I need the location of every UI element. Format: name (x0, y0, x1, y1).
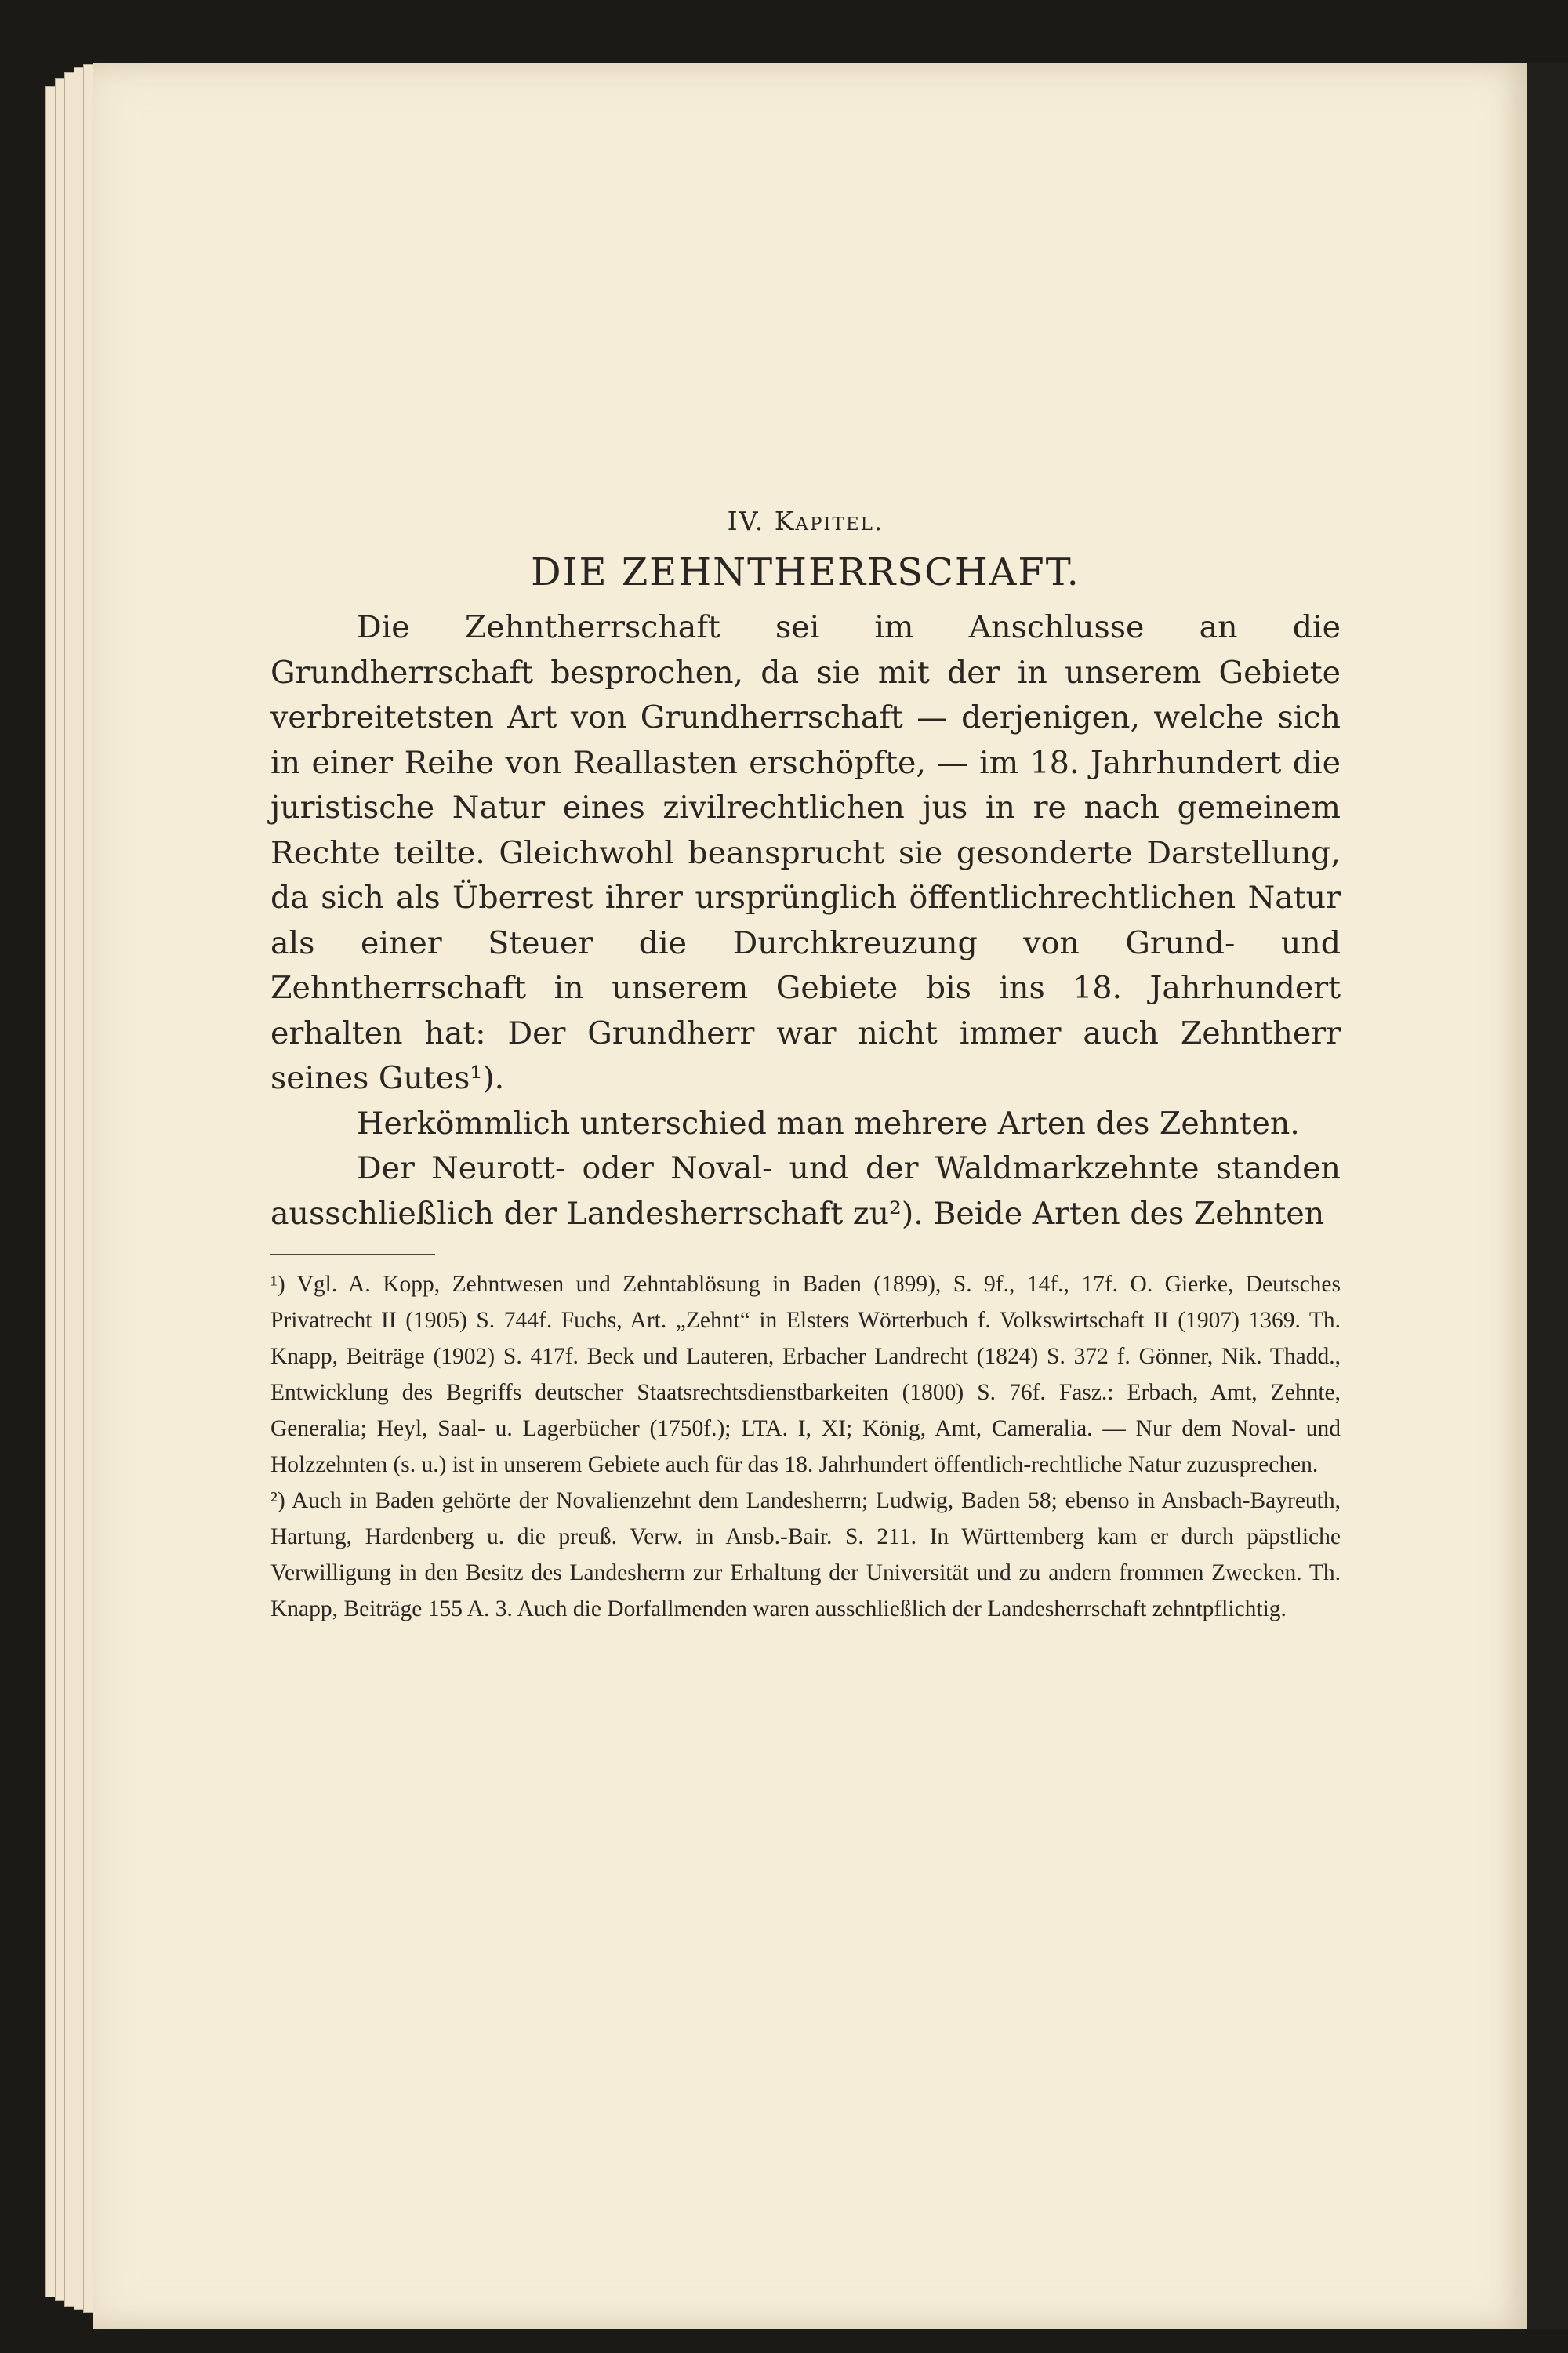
footnote-divider (270, 1254, 435, 1255)
paragraph: Herkömmlich unterschied man mehrere Arten des Zehnten. (357, 1105, 1300, 1142)
page-content (270, 506, 1341, 1627)
body-text (270, 605, 1341, 1236)
binding-strip (1527, 63, 1568, 2329)
paragraph: Die Zehntherrschaft sei im Anschlusse an die Grundherrschaft besprochen, da sie mit der in unserem Gebiete verbreitetsten Art von Grundherrschaft — derjenigen, welche sich in einer Reihe von Reallasten erschöpfte, — im 18. Jahrhundert die juristische Natur eines zivilrechtlichen jus in re nach gemeinem Rechte teilte. Gleichwohl beansprucht sie gesonderte Darstellung, da sich als Überrest ihrer ursprünglich öffentlichrechtlichen Natur als einer Steuer die Durchkreuzung von Grund- und Zehntherrschaft in unserem Gebiete bis ins 18. Jahrhundert erhalten hat: Der Grundherr war nicht immer auch Zehntherr seines Gutes¹). (270, 609, 1341, 1096)
chapter-label: Kapitel. (774, 506, 884, 536)
chapter-number: IV. (727, 506, 765, 536)
paragraph: Der Neurott- oder Noval- und der Waldmarkzehnte standen ausschließlich der Landesherrschaft zu²). Beide Arten des Zehnten (270, 1150, 1341, 1232)
footnotes (270, 1266, 1341, 1627)
footnote: ¹) Vgl. A. Kopp, Zehntwesen und Zehntablösung in Baden (1899), S. 9f., 14f., 17f. O. Gierke, Deutsches Privatrecht II (1905) S. 744f. Fuchs, Art. „Zehnt“ in Elsters Wörterbuch f. Volkswirtschaft II (1907) 1369. Th. Knapp, Beiträge (1902) S. 417f. Beck und Lauteren, Erbacher Landrecht (1824) S. 372 f. Gönner, Nik. Thadd., Entwicklung des Begriffs deutscher Staatsrechtsdienstbarkeiten (1800) S. 76f. Fasz.: Erbach, Amt, Zehnte, Generalia; Heyl, Saal- u. Lagerbücher (1750f.); LTA. I, XI; König, Amt, Cameralia. — Nur dem Noval- und Holzzehnten (s. u.) ist in unserem Gebiete auch für das 18. Jahrhundert öffentlich-rechtliche Natur zuzusprechen. (270, 1272, 1341, 1477)
chapter-heading (270, 506, 1341, 536)
footnote: ²) Auch in Baden gehörte der Novalienzehnt dem Landesherrn; Ludwig, Baden 58; ebenso in Ansbach-Bayreuth, Hartung, Hardenberg u. die preuß. Verw. in Ansb.-Bair. S. 211. In Württemberg kam er durch päpstliche Verwilligung in den Besitz des Landesherrn zur Erhaltung der Universität und zu andern frommen Zwecken. Th. Knapp, Beiträge 155 A. 3. Auch die Dorfallmenden waren ausschließlich der Landesherrschaft zehntpflichtig. (270, 1488, 1341, 1621)
page-title: DIE ZEHNTHERRSCHAFT. (531, 550, 1080, 594)
